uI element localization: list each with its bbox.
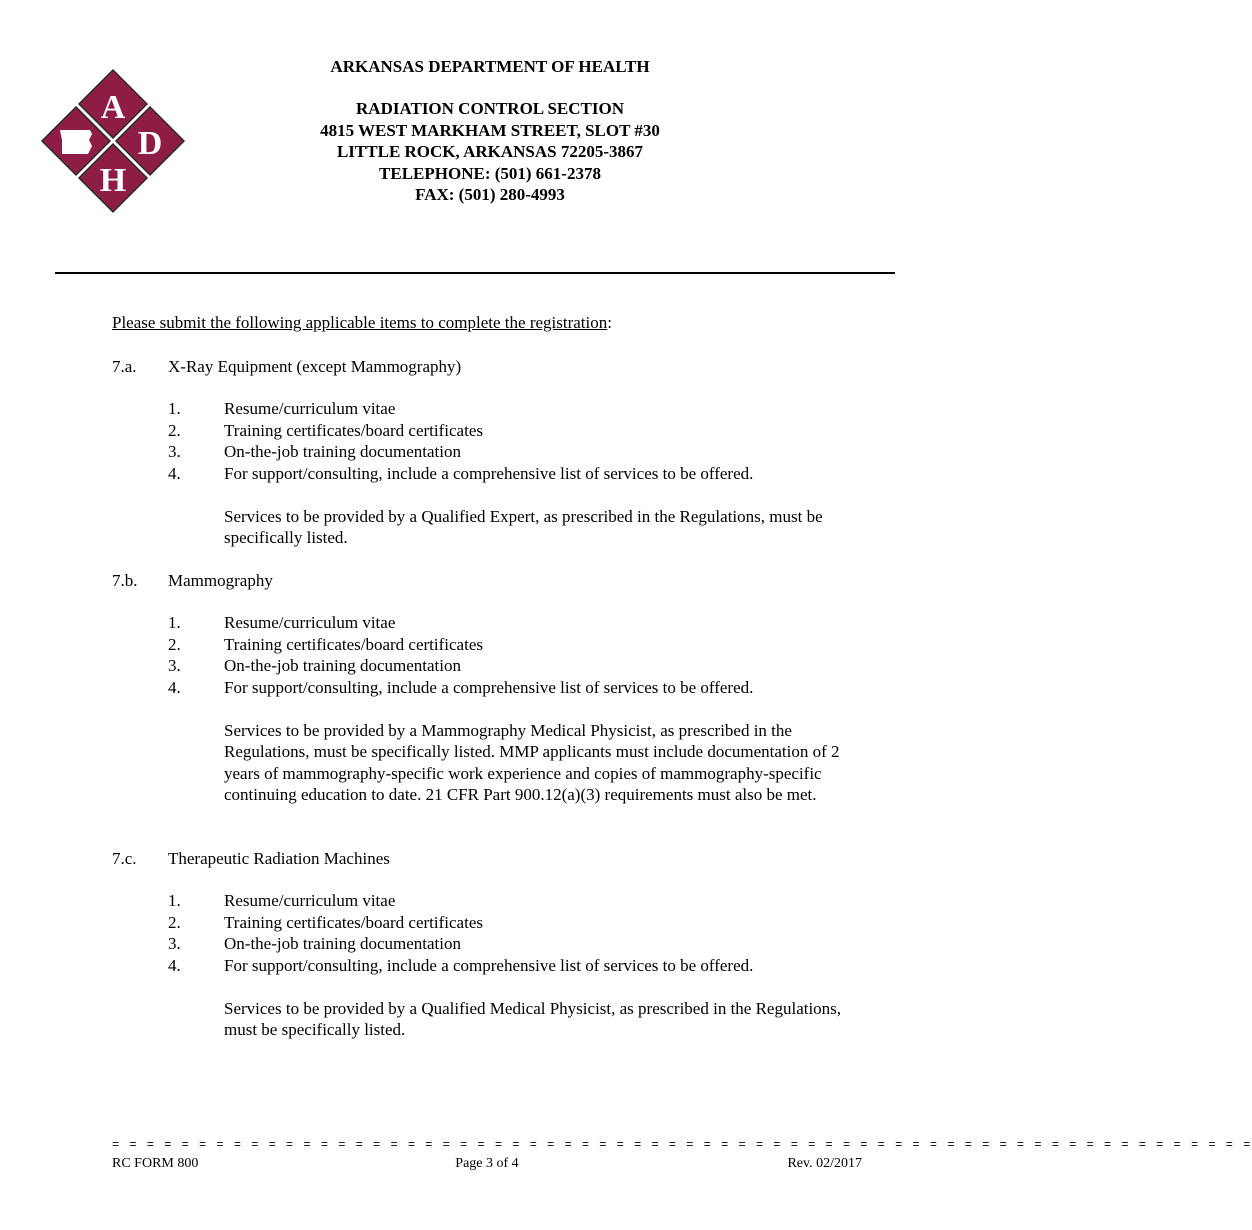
header-divider (55, 272, 895, 274)
footer-separator: = = = = = = = = = = = = = = = = = = = = = = = = = = = = = = = = = = = = = = = = = = = = = = = = = = = = = = = = = = = = = = = = = = (112, 1138, 1252, 1152)
item-text: Training certificates/board certificates (224, 634, 483, 654)
logo-letter-h: H (99, 162, 127, 199)
item-text: Resume/curriculum vitae (224, 891, 396, 910)
item-number: 2. (168, 912, 181, 932)
list-item (112, 441, 872, 463)
intro-text: Please submit the following applicable items to complete the registration (112, 313, 608, 332)
section-note: Services to be provided by a Qualified Medical Physicist, as prescribed in the Regulations, must be specifically listed. (224, 998, 842, 1039)
section-title: Mammography (168, 571, 273, 590)
address-block (300, 98, 680, 206)
item-number: 2. (168, 634, 181, 654)
item-number: 2. (168, 420, 181, 440)
adh-logo (40, 68, 186, 214)
list-item (112, 634, 872, 656)
item-text: On-the-job training documentation (224, 934, 461, 953)
list-item (112, 890, 872, 912)
list-item (112, 655, 872, 677)
list-item (112, 912, 872, 934)
item-text: On-the-job training documentation (224, 442, 461, 461)
item-number: 4. (168, 955, 181, 975)
item-text: On-the-job training documentation (224, 656, 461, 675)
section-title: X-Ray Equipment (except Mammography) (168, 357, 462, 376)
item-number: 1. (168, 399, 181, 418)
list-item (112, 420, 872, 442)
section-title: Therapeutic Radiation Machines (168, 849, 390, 868)
revision-date: Rev. 02/2017 (787, 1156, 862, 1171)
street-address: 4815 WEST MARKHAM STREET, SLOT #30 (320, 120, 660, 140)
section-name: RADIATION CONTROL SECTION (356, 99, 624, 118)
item-number: 4. (168, 677, 181, 697)
item-number: 3. (168, 934, 181, 953)
item-text: Resume/curriculum vitae (224, 613, 396, 632)
section-note: Services to be provided by a Mammography Medical Physicist, as prescribed in the Regulations, must be specifically listed. MMP applicants must include documentation of 2 years of mammography-specific work experience and copies of mammography-specific continuing education to date. 21 CFR Part 900.12(a)(3) requirements must also be met. (224, 720, 840, 804)
list-item (112, 612, 872, 634)
section-7c (112, 848, 872, 1041)
item-text: Training certificates/board certificates (224, 912, 483, 932)
item-text: Resume/curriculum vitae (224, 399, 396, 418)
item-number: 3. (168, 656, 181, 675)
section-number: 7.b. (112, 571, 138, 590)
page-footer (112, 1155, 862, 1173)
list-item (112, 398, 872, 420)
page-number: Page 3 of 4 (455, 1156, 519, 1171)
item-text: Training certificates/board certificates (224, 420, 483, 440)
intro-suffix: : (607, 313, 612, 332)
section-note: Services to be provided by a Qualified Expert, as prescribed in the Regulations, must be specifically listed. (224, 506, 823, 547)
section-number: 7.a. (112, 357, 137, 376)
list-item (112, 677, 872, 699)
item-number: 4. (168, 463, 181, 483)
section-number: 7.c. (112, 849, 137, 868)
organization-name: ARKANSAS DEPARTMENT OF HEALTH (330, 57, 650, 76)
list-item (112, 955, 872, 977)
item-text: For support/consulting, include a comprehensive list of services to be offered. (224, 677, 754, 697)
item-number: 1. (168, 613, 181, 632)
item-text: For support/consulting, include a comprehensive list of services to be offered. (224, 463, 754, 483)
intro-line (112, 312, 612, 333)
arkansas-state-shape (60, 130, 92, 154)
section-7a (112, 356, 872, 549)
city-address: LITTLE ROCK, ARKANSAS 72205-3867 (336, 142, 644, 161)
list-item (112, 463, 872, 485)
logo-letter-a: A (100, 89, 126, 126)
item-number: 1. (168, 891, 181, 910)
section-7b (112, 570, 872, 806)
form-id: RC FORM 800 (112, 1156, 199, 1171)
logo-letter-d: D (137, 125, 163, 162)
item-text: For support/consulting, include a comprehensive list of services to be offered. (224, 955, 754, 975)
fax: FAX: (501) 280-4993 (415, 185, 565, 204)
telephone: TELEPHONE: (501) 661-2378 (379, 163, 601, 183)
list-item (112, 933, 872, 955)
item-number: 3. (168, 442, 181, 461)
